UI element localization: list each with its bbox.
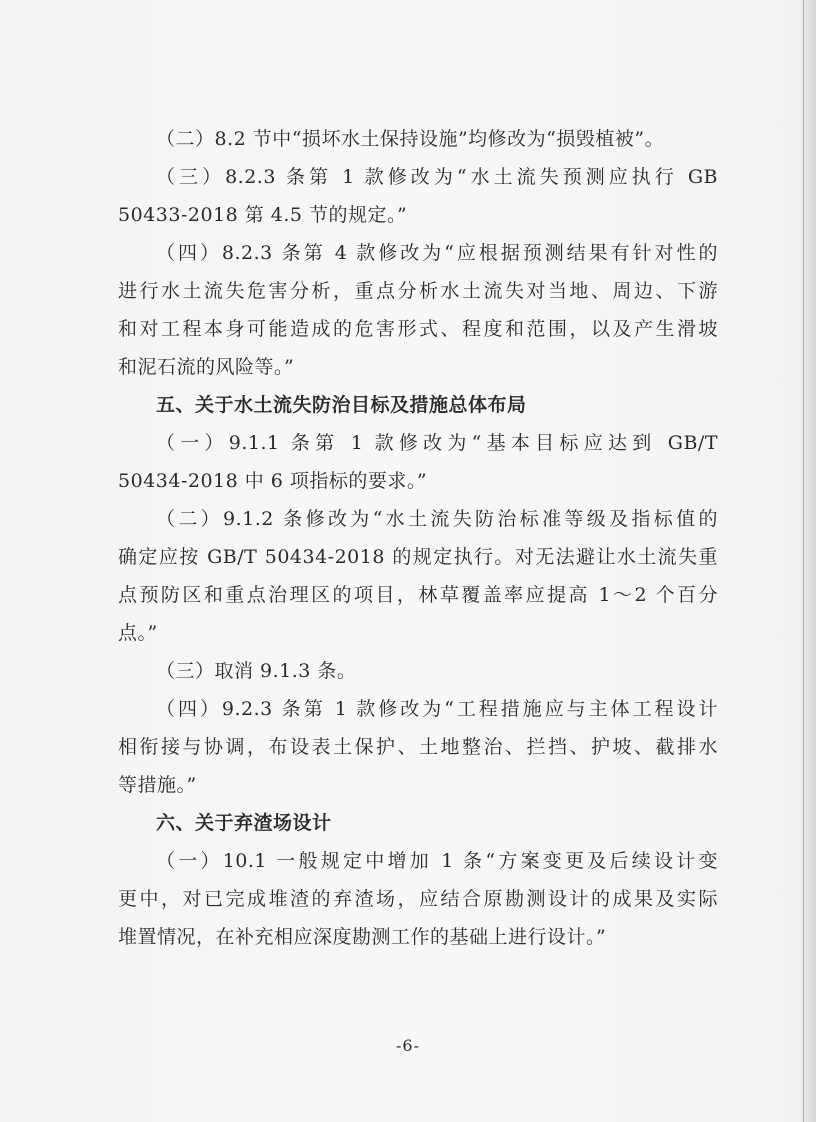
- document-body: [118, 120, 718, 956]
- paragraph-line: （一）10.1 一般规定中增加 1 条“方案变更及后续设计变: [156, 850, 718, 872]
- paragraph-line: 堆置情况，在补充相应深度勘测工作的基础上进行设计。”: [118, 926, 607, 948]
- paragraph-line: 更中，对已完成堆渣的弃渣场，应结合原勘测设计的成果及实际: [118, 888, 718, 910]
- paragraph-line: 进行水土流失危害分析，重点分析水土流失对当地、周边、下游: [118, 280, 718, 302]
- paragraph-line: 相衔接与协调，布设表土保护、土地整治、拦挡、护坡、截排水: [118, 736, 718, 758]
- page-number: -6-: [396, 1036, 420, 1055]
- paragraph-line: （二）9.1.2 条修改为“水土流失防治标准等级及指标值的: [156, 508, 718, 530]
- paragraph-line: 和泥石流的风险等。”: [118, 356, 295, 378]
- paragraph-line: （二）8.2 节中“损坏水土保持设施”均修改为“损毁植被”。: [156, 128, 665, 150]
- paragraph-line: 点预防区和重点治理区的项目，林草覆盖率应提高 1～2 个百分: [118, 584, 718, 606]
- paragraph-line: 点。”: [118, 622, 158, 644]
- paragraph-line: 和对工程本身可能造成的危害形式、程度和范围，以及产生滑坡: [118, 318, 718, 340]
- paragraph-line: 确定应按 GB/T 50434-2018 的规定执行。对无法避让水土流失重: [118, 546, 718, 568]
- paragraph-line: 等措施。”: [118, 774, 197, 796]
- section-heading: 六、关于弃渣场设计: [156, 812, 332, 834]
- page-edge-shadow: [798, 0, 816, 1122]
- paragraph-line: （四）8.2.3 条第 4 款修改为“应根据预测结果有针对性的: [156, 242, 718, 264]
- paragraph-line: （三）8.2.3 条第 1 款修改为“水土流失预测应执行 GB: [156, 166, 718, 188]
- paragraph-line: 50434-2018 中 6 项指标的要求。”: [118, 470, 428, 492]
- paragraph-line: （一）9.1.1 条第 1 款修改为“基本目标应达到 GB/T: [156, 432, 718, 454]
- page-edge-line: [803, 0, 804, 1122]
- paragraph-line: 50433-2018 第 4.5 节的规定。”: [118, 204, 408, 226]
- paragraph-line: （三）取消 9.1.3 条。: [156, 660, 357, 682]
- paragraph-line: （四）9.2.3 条第 1 款修改为“工程措施应与主体工程设计: [156, 698, 718, 720]
- section-heading: 五、关于水土流失防治目标及措施总体布局: [156, 394, 527, 416]
